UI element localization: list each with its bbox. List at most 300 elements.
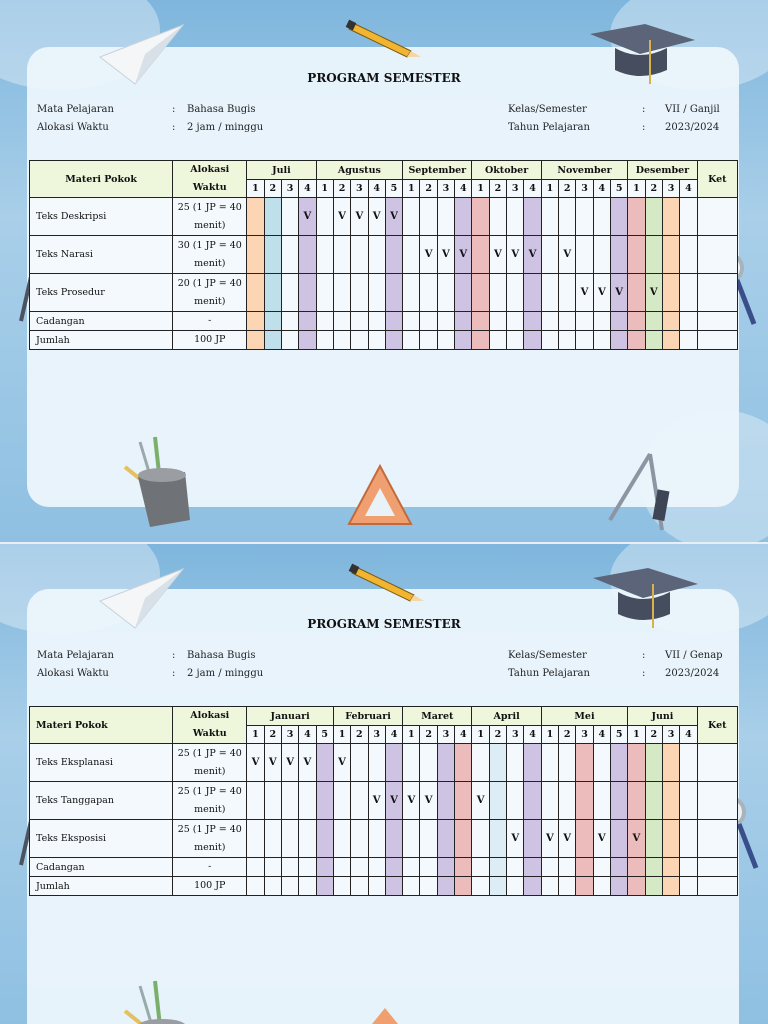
week-cell — [662, 782, 679, 820]
week-mark: V — [645, 274, 662, 312]
week-cell — [333, 274, 350, 312]
week-cell — [524, 331, 541, 350]
week-cell — [281, 858, 298, 877]
week-cell — [316, 236, 333, 274]
header-week-number: 1 — [628, 180, 645, 198]
week-cell — [610, 782, 627, 820]
week-cell — [437, 858, 454, 877]
week-cell — [524, 744, 541, 782]
header-week-number: 4 — [299, 726, 316, 744]
week-cell — [368, 274, 385, 312]
ket-cell — [697, 331, 737, 350]
kelas-value: VII / Ganjil — [665, 104, 720, 115]
week-cell — [524, 858, 541, 877]
week-cell — [662, 236, 679, 274]
program-semester-table — [29, 160, 738, 350]
materi-pokok-cell: Cadangan — [30, 858, 173, 877]
tahun-label: Tahun Pelajaran — [508, 122, 590, 133]
ket-cell — [697, 877, 737, 896]
week-cell — [351, 331, 368, 350]
materi-pokok-cell: Jumlah — [30, 331, 173, 350]
week-cell — [333, 877, 350, 896]
week-cell — [247, 274, 264, 312]
week-cell — [403, 820, 420, 858]
header-month: April — [472, 707, 541, 726]
week-cell — [351, 744, 368, 782]
header-month: Mei — [541, 707, 628, 726]
week-cell — [472, 858, 489, 877]
header-week-number: 3 — [576, 726, 593, 744]
week-cell — [281, 236, 298, 274]
week-cell — [645, 820, 662, 858]
week-cell — [455, 198, 472, 236]
header-month: Februari — [333, 707, 402, 726]
table-row — [30, 198, 738, 236]
week-cell — [385, 877, 402, 896]
week-cell — [247, 312, 264, 331]
table-row — [30, 236, 738, 274]
week-mark: V — [299, 198, 316, 236]
week-cell — [628, 312, 645, 331]
week-cell — [680, 782, 697, 820]
header-week-number: 4 — [524, 726, 541, 744]
week-cell — [507, 198, 524, 236]
header-week-number: 2 — [559, 180, 576, 198]
week-cell — [455, 312, 472, 331]
program-semester-table — [29, 706, 738, 896]
week-mark: V — [507, 820, 524, 858]
header-month: Juli — [247, 161, 316, 180]
week-cell — [368, 858, 385, 877]
alokasi-label: Alokasi Waktu — [37, 122, 109, 133]
page-semester-genap — [0, 544, 768, 1024]
header-week-number: 2 — [489, 180, 506, 198]
week-mark: V — [610, 274, 627, 312]
week-cell — [264, 820, 281, 858]
header-week-number: 1 — [541, 180, 558, 198]
header-month: Juni — [628, 707, 697, 726]
week-cell — [576, 820, 593, 858]
week-cell — [610, 331, 627, 350]
header-week-number: 1 — [333, 726, 350, 744]
week-cell — [333, 782, 350, 820]
week-cell — [333, 236, 350, 274]
pen-holder-icon — [110, 976, 200, 1024]
week-cell — [628, 236, 645, 274]
colon: : — [172, 668, 176, 679]
header-week-number: 3 — [281, 180, 298, 198]
week-cell — [437, 820, 454, 858]
week-cell — [299, 312, 316, 331]
week-mark: V — [247, 744, 264, 782]
alokasi-waktu-cell: 100 JP — [173, 877, 247, 896]
ket-cell — [697, 312, 737, 331]
week-cell — [507, 274, 524, 312]
week-mark: V — [507, 236, 524, 274]
week-cell — [628, 744, 645, 782]
week-cell — [541, 312, 558, 331]
header-week-number: 3 — [507, 180, 524, 198]
week-cell — [559, 858, 576, 877]
header-week-number: 5 — [610, 180, 627, 198]
week-cell — [299, 782, 316, 820]
header-month: November — [541, 161, 628, 180]
set-square-icon — [345, 462, 415, 532]
header-week-number: 5 — [316, 726, 333, 744]
ket-cell — [697, 782, 737, 820]
week-cell — [628, 274, 645, 312]
week-cell — [593, 877, 610, 896]
week-cell — [333, 858, 350, 877]
week-cell — [385, 744, 402, 782]
week-cell — [524, 820, 541, 858]
week-cell — [645, 198, 662, 236]
week-cell — [281, 312, 298, 331]
week-cell — [420, 274, 437, 312]
week-cell — [455, 820, 472, 858]
header-week-number: 4 — [524, 180, 541, 198]
week-cell — [403, 198, 420, 236]
ket-cell — [697, 820, 737, 858]
week-cell — [610, 744, 627, 782]
week-cell — [576, 858, 593, 877]
week-cell — [559, 312, 576, 331]
alokasi-waktu-cell: 20 (1 JP = 40 menit) — [173, 274, 247, 312]
week-mark: V — [489, 236, 506, 274]
week-cell — [610, 858, 627, 877]
table-row — [30, 274, 738, 312]
colon: : — [642, 122, 646, 133]
week-cell — [385, 236, 402, 274]
week-cell — [472, 331, 489, 350]
week-mark: V — [559, 236, 576, 274]
week-cell — [264, 274, 281, 312]
table-row — [30, 312, 738, 331]
week-cell — [316, 312, 333, 331]
colon: : — [642, 650, 646, 661]
table-row — [30, 744, 738, 782]
week-cell — [593, 198, 610, 236]
week-cell — [507, 744, 524, 782]
week-cell — [559, 274, 576, 312]
week-mark: V — [593, 274, 610, 312]
week-mark: V — [333, 744, 350, 782]
mapel-label: Mata Pelajaran — [37, 650, 114, 661]
week-cell — [420, 198, 437, 236]
week-cell — [662, 274, 679, 312]
header-materi-pokok: Materi Pokok — [30, 707, 173, 744]
header-alokasi-waktu: Alokasi Waktu — [173, 161, 247, 198]
header-week-number: 4 — [385, 726, 402, 744]
week-cell — [576, 331, 593, 350]
week-cell — [680, 820, 697, 858]
week-mark: V — [593, 820, 610, 858]
week-cell — [247, 820, 264, 858]
header-materi-pokok: Materi Pokok — [30, 161, 173, 198]
week-cell — [524, 312, 541, 331]
week-cell — [680, 236, 697, 274]
week-cell — [593, 236, 610, 274]
week-cell — [299, 820, 316, 858]
week-cell — [299, 236, 316, 274]
alokasi-waktu-cell: 25 (1 JP = 40 menit) — [173, 744, 247, 782]
week-cell — [333, 331, 350, 350]
week-mark: V — [541, 820, 558, 858]
week-cell — [541, 858, 558, 877]
week-cell — [662, 331, 679, 350]
week-cell — [472, 312, 489, 331]
week-cell — [455, 782, 472, 820]
week-cell — [524, 782, 541, 820]
week-cell — [507, 331, 524, 350]
week-cell — [576, 198, 593, 236]
week-cell — [299, 274, 316, 312]
week-cell — [247, 858, 264, 877]
week-cell — [403, 858, 420, 877]
week-cell — [541, 198, 558, 236]
week-cell — [628, 858, 645, 877]
header-week-number: 2 — [264, 726, 281, 744]
header-week-number: 1 — [247, 180, 264, 198]
week-cell — [507, 312, 524, 331]
header-month: September — [403, 161, 472, 180]
week-cell — [281, 782, 298, 820]
week-cell — [316, 198, 333, 236]
week-cell — [489, 312, 506, 331]
tahun-label: Tahun Pelajaran — [508, 668, 590, 679]
week-cell — [576, 236, 593, 274]
week-cell — [281, 198, 298, 236]
header-week-number: 3 — [507, 726, 524, 744]
kelas-label: Kelas/Semester — [508, 104, 587, 115]
week-cell — [247, 331, 264, 350]
header-ket: Ket — [697, 707, 737, 744]
week-cell — [316, 744, 333, 782]
colon: : — [172, 122, 176, 133]
week-cell — [628, 198, 645, 236]
week-cell — [645, 782, 662, 820]
week-cell — [281, 820, 298, 858]
week-cell — [524, 274, 541, 312]
week-cell — [368, 744, 385, 782]
header-week-number: 4 — [680, 726, 697, 744]
week-cell — [264, 236, 281, 274]
week-cell — [351, 858, 368, 877]
header-week-number: 3 — [662, 726, 679, 744]
week-mark: V — [420, 236, 437, 274]
ket-cell — [697, 198, 737, 236]
week-cell — [576, 782, 593, 820]
week-cell — [610, 236, 627, 274]
week-cell — [455, 274, 472, 312]
week-cell — [489, 820, 506, 858]
header-week-number: 5 — [610, 726, 627, 744]
week-mark: V — [385, 198, 402, 236]
week-cell — [437, 331, 454, 350]
mapel-value: Bahasa Bugis — [187, 650, 256, 661]
week-cell — [368, 331, 385, 350]
week-cell — [385, 331, 402, 350]
header-week-number: 1 — [628, 726, 645, 744]
week-cell — [541, 274, 558, 312]
week-cell — [420, 877, 437, 896]
table-row — [30, 782, 738, 820]
week-cell — [403, 274, 420, 312]
week-cell — [281, 877, 298, 896]
week-cell — [559, 877, 576, 896]
week-cell — [247, 198, 264, 236]
week-cell — [524, 198, 541, 236]
header-week-number: 2 — [351, 726, 368, 744]
week-cell — [541, 877, 558, 896]
week-cell — [489, 858, 506, 877]
week-cell — [264, 782, 281, 820]
week-cell — [351, 236, 368, 274]
week-cell — [299, 858, 316, 877]
week-mark: V — [628, 820, 645, 858]
week-cell — [662, 312, 679, 331]
week-cell — [628, 877, 645, 896]
week-cell — [247, 236, 264, 274]
materi-pokok-cell: Teks Tanggapan — [30, 782, 173, 820]
week-cell — [472, 877, 489, 896]
week-cell — [662, 877, 679, 896]
colon: : — [172, 650, 176, 661]
week-cell — [472, 820, 489, 858]
week-cell — [264, 312, 281, 331]
compass-icon — [600, 450, 680, 540]
week-cell — [489, 274, 506, 312]
colon: : — [172, 104, 176, 115]
header-week-number: 2 — [645, 180, 662, 198]
week-cell — [420, 858, 437, 877]
week-cell — [645, 744, 662, 782]
week-cell — [264, 331, 281, 350]
week-mark: V — [576, 274, 593, 312]
week-mark: V — [351, 198, 368, 236]
kelas-label: Kelas/Semester — [508, 650, 587, 661]
header-week-number: 3 — [437, 180, 454, 198]
header-week-number: 2 — [420, 726, 437, 744]
alokasi-value: 2 jam / minggu — [187, 668, 264, 679]
week-cell — [593, 858, 610, 877]
week-cell — [576, 744, 593, 782]
header-month: Oktober — [472, 161, 541, 180]
week-cell — [281, 331, 298, 350]
week-cell — [420, 312, 437, 331]
week-cell — [455, 744, 472, 782]
week-cell — [489, 198, 506, 236]
header-week-number: 2 — [489, 726, 506, 744]
header-week-number: 2 — [333, 180, 350, 198]
week-cell — [368, 312, 385, 331]
header-week-number: 1 — [316, 180, 333, 198]
header-month: Agustus — [316, 161, 403, 180]
week-cell — [437, 782, 454, 820]
week-mark: V — [333, 198, 350, 236]
kelas-value: VII / Genap — [665, 650, 723, 661]
header-week-number: 1 — [472, 726, 489, 744]
week-cell — [559, 331, 576, 350]
week-cell — [541, 236, 558, 274]
week-cell — [576, 877, 593, 896]
week-cell — [403, 744, 420, 782]
week-cell — [680, 198, 697, 236]
week-cell — [368, 236, 385, 274]
week-cell — [472, 274, 489, 312]
week-cell — [316, 782, 333, 820]
week-cell — [264, 877, 281, 896]
header-week-number: 1 — [403, 726, 420, 744]
week-cell — [420, 820, 437, 858]
materi-pokok-cell: Teks Eksplanasi — [30, 744, 173, 782]
week-cell — [559, 198, 576, 236]
header-week-number: 4 — [593, 726, 610, 744]
header-week-number: 3 — [368, 726, 385, 744]
header-week-number: 2 — [420, 180, 437, 198]
header-week-number: 3 — [662, 180, 679, 198]
week-cell — [507, 782, 524, 820]
week-cell — [472, 198, 489, 236]
header-week-number: 1 — [472, 180, 489, 198]
week-cell — [316, 820, 333, 858]
week-cell — [420, 331, 437, 350]
colon: : — [642, 104, 646, 115]
week-mark: V — [368, 198, 385, 236]
week-mark: V — [368, 782, 385, 820]
header-week-number: 1 — [541, 726, 558, 744]
table-row — [30, 877, 738, 896]
header-week-number: 3 — [281, 726, 298, 744]
mapel-label: Mata Pelajaran — [37, 104, 114, 115]
week-cell — [437, 877, 454, 896]
alokasi-waktu-cell: 25 (1 JP = 40 menit) — [173, 820, 247, 858]
week-cell — [247, 877, 264, 896]
week-cell — [489, 877, 506, 896]
pen-holder-icon — [110, 432, 200, 532]
materi-pokok-cell: Teks Deskripsi — [30, 198, 173, 236]
week-cell — [316, 858, 333, 877]
week-cell — [662, 198, 679, 236]
table-row — [30, 858, 738, 877]
week-cell — [680, 744, 697, 782]
week-mark: V — [264, 744, 281, 782]
week-cell — [662, 820, 679, 858]
week-cell — [403, 312, 420, 331]
week-cell — [316, 274, 333, 312]
header-month: Maret — [403, 707, 472, 726]
week-cell — [489, 744, 506, 782]
week-mark: V — [524, 236, 541, 274]
tahun-value: 2023/2024 — [665, 668, 720, 679]
week-cell — [645, 877, 662, 896]
week-cell — [472, 236, 489, 274]
materi-pokok-cell: Teks Prosedur — [30, 274, 173, 312]
week-cell — [316, 877, 333, 896]
header-week-number: 4 — [299, 180, 316, 198]
week-cell — [437, 312, 454, 331]
week-cell — [680, 312, 697, 331]
header-week-number: 3 — [576, 180, 593, 198]
week-cell — [403, 877, 420, 896]
week-cell — [610, 820, 627, 858]
alokasi-waktu-cell: - — [173, 858, 247, 877]
week-cell — [281, 274, 298, 312]
header-week-number: 4 — [680, 180, 697, 198]
week-cell — [559, 782, 576, 820]
week-cell — [385, 312, 402, 331]
week-cell — [403, 331, 420, 350]
